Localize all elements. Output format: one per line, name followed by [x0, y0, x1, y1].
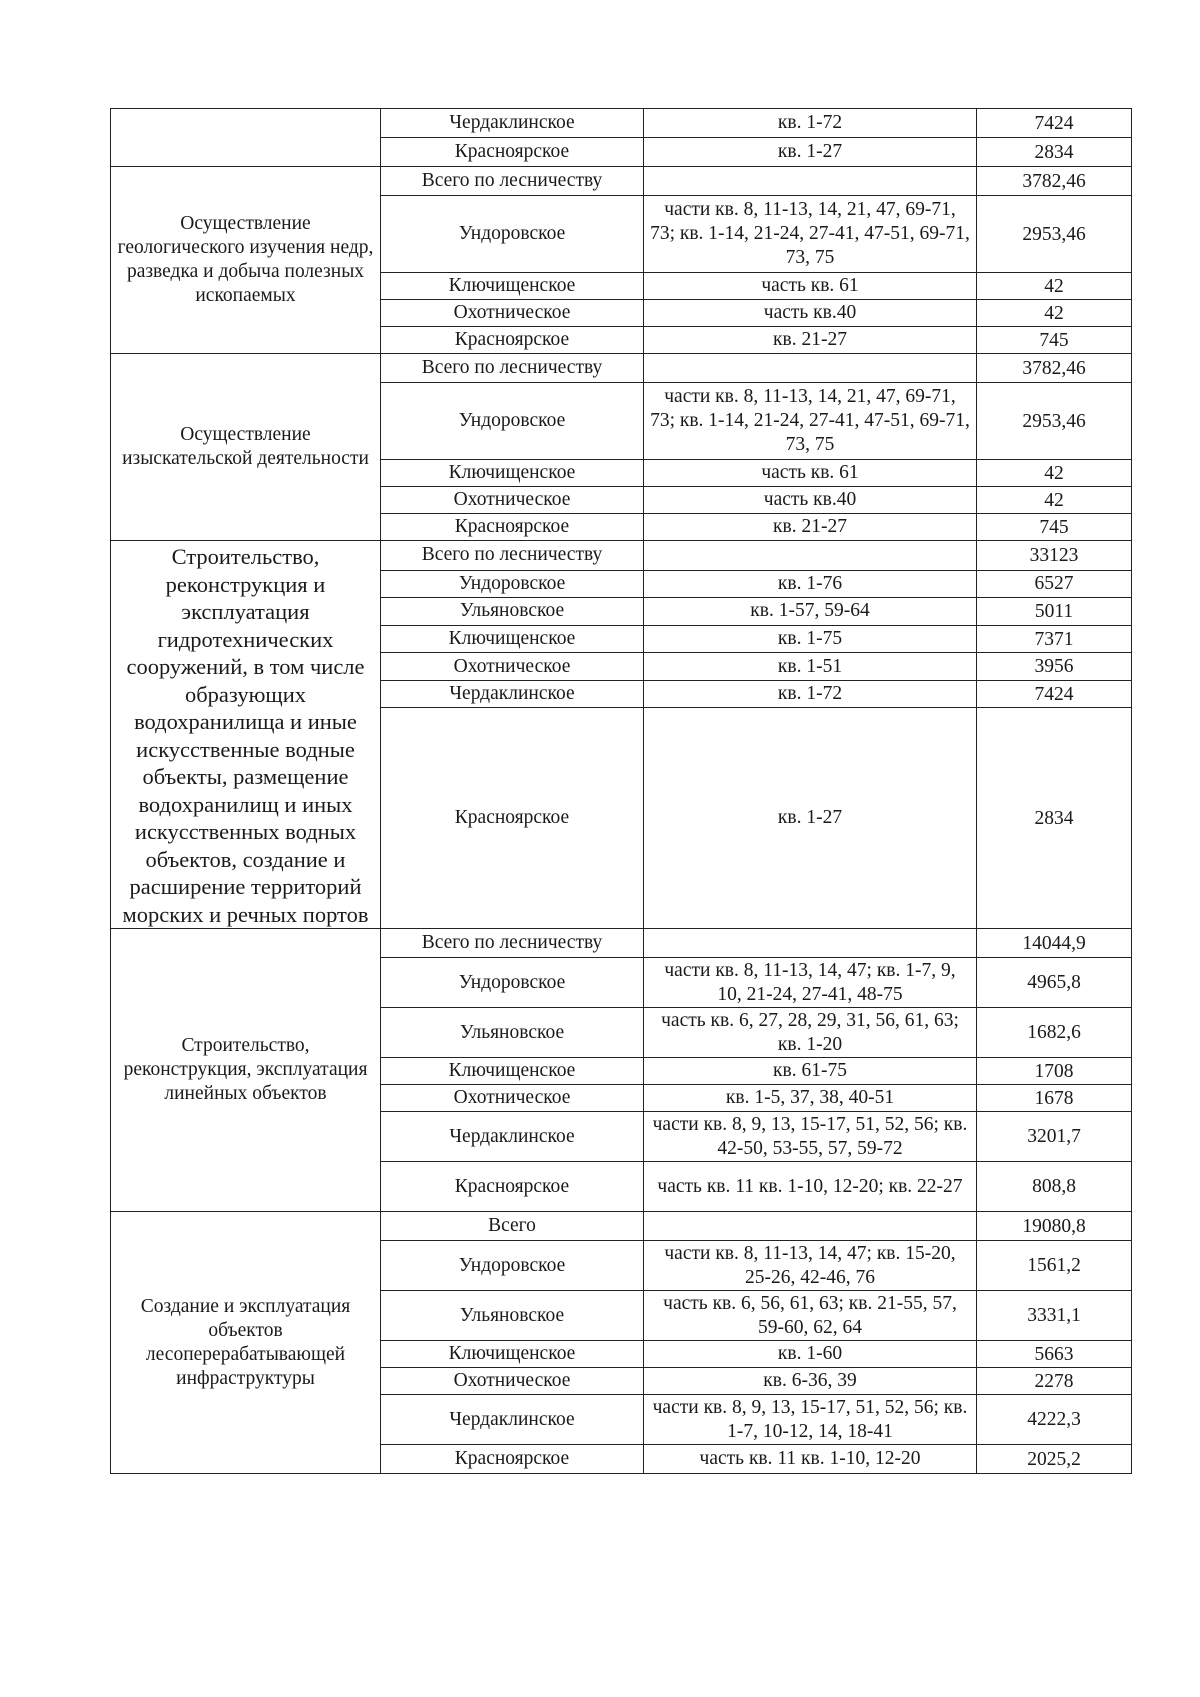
quarters-cell	[644, 541, 977, 571]
area-cell: 1561,2	[977, 1241, 1132, 1291]
table-row	[111, 109, 1132, 138]
area-cell: 2834	[977, 138, 1132, 167]
area-cell: 7424	[977, 109, 1132, 138]
quarters-cell: части кв. 8, 9, 13, 15-17, 51, 52, 56; кв. 1-7, 10-12, 14, 18-41	[644, 1395, 977, 1445]
quarters-cell: кв. 61-75	[644, 1058, 977, 1085]
forestry-cell: Красноярское	[381, 708, 644, 929]
area-cell: 19080,8	[977, 1212, 1132, 1241]
total-row	[111, 1212, 1132, 1241]
quarters-cell: кв. 1-76	[644, 570, 977, 598]
quarters-cell: кв. 1-27	[644, 138, 977, 167]
area-cell: 2278	[977, 1368, 1132, 1395]
area-cell: 42	[977, 300, 1132, 327]
forestry-cell: Красноярское	[381, 514, 644, 541]
forestry-cell: Всего по лесничеству	[381, 541, 644, 571]
area-cell: 808,8	[977, 1162, 1132, 1212]
area-cell: 2834	[977, 708, 1132, 929]
forestry-cell: Ключищенское	[381, 1058, 644, 1085]
quarters-cell: части кв. 8, 9, 13, 15-17, 51, 52, 56; кв. 42-50, 53-55, 57, 59-72	[644, 1112, 977, 1162]
forestry-cell: Всего по лесничеству	[381, 929, 644, 958]
forestry-cell: Красноярское	[381, 1162, 644, 1212]
forestry-cell: Ульяновское	[381, 598, 644, 626]
activity-cell: Строительство, реконструкция, эксплуатация линейных объектов	[111, 929, 381, 1212]
area-cell: 7371	[977, 625, 1132, 653]
total-row	[111, 354, 1132, 383]
forestry-cell: Ундоровское	[381, 383, 644, 460]
forestry-cell: Чердаклинское	[381, 1112, 644, 1162]
quarters-cell: кв. 21-27	[644, 514, 977, 541]
forestry-cell: Красноярское	[381, 327, 644, 354]
area-cell: 5011	[977, 598, 1132, 626]
forestry-cell: Ключищенское	[381, 625, 644, 653]
area-cell: 3331,1	[977, 1291, 1132, 1341]
area-cell: 42	[977, 273, 1132, 300]
quarters-cell: часть кв.40	[644, 487, 977, 514]
area-cell: 745	[977, 514, 1132, 541]
quarters-cell: кв. 1-60	[644, 1341, 977, 1368]
quarters-cell: часть кв. 11 кв. 1-10, 12-20; кв. 22-27	[644, 1162, 977, 1212]
area-cell: 745	[977, 327, 1132, 354]
activity-cell: Осуществление изыскательской деятельности	[111, 354, 381, 541]
activity-cell: Строительство, реконструкция и эксплуатация гидротехнических сооружений, в том числе образующих водохранилища и иные искусственные водные объекты, размещение водохранилищ и иных искусственных водных объектов, создание и расширение территорий морских и речных портов	[111, 541, 381, 929]
quarters-cell: часть кв.40	[644, 300, 977, 327]
quarters-cell: кв. 1-27	[644, 708, 977, 929]
total-row	[111, 167, 1132, 196]
quarters-cell	[644, 167, 977, 196]
area-cell: 3782,46	[977, 167, 1132, 196]
quarters-cell: части кв. 8, 11-13, 14, 47; кв. 15-20, 25-26, 42-46, 76	[644, 1241, 977, 1291]
area-cell: 42	[977, 487, 1132, 514]
forestry-cell: Охотническое	[381, 1085, 644, 1112]
area-cell: 2953,46	[977, 196, 1132, 273]
activity-cell: Создание и эксплуатация объектов лесоперерабатывающей инфраструктуры	[111, 1212, 381, 1474]
area-cell: 33123	[977, 541, 1132, 571]
forestry-cell: Всего по лесничеству	[381, 167, 644, 196]
forestry-cell: Красноярское	[381, 138, 644, 167]
forestry-cell: Ундоровское	[381, 958, 644, 1008]
quarters-cell	[644, 354, 977, 383]
area-cell: 7424	[977, 680, 1132, 708]
forestry-cell: Охотническое	[381, 300, 644, 327]
forestry-cell: Красноярское	[381, 1445, 644, 1474]
forestry-cell: Ундоровское	[381, 1241, 644, 1291]
forestry-cell: Чердаклинское	[381, 109, 644, 138]
quarters-cell	[644, 1212, 977, 1241]
quarters-cell: часть кв. 11 кв. 1-10, 12-20	[644, 1445, 977, 1474]
forestry-cell: Охотническое	[381, 653, 644, 681]
quarters-cell: части кв. 8, 11-13, 14, 47; кв. 1-7, 9, 10, 21-24, 27-41, 48-75	[644, 958, 977, 1008]
quarters-cell: кв. 21-27	[644, 327, 977, 354]
area-cell: 4965,8	[977, 958, 1132, 1008]
quarters-cell	[644, 929, 977, 958]
forestry-cell: Всего	[381, 1212, 644, 1241]
quarters-cell: часть кв. 61	[644, 273, 977, 300]
quarters-cell: часть кв. 6, 56, 61, 63; кв. 21-55, 57, 59-60, 62, 64	[644, 1291, 977, 1341]
area-cell: 2025,2	[977, 1445, 1132, 1474]
forestry-cell: Ульяновское	[381, 1008, 644, 1058]
quarters-cell: кв. 1-5, 37, 38, 40-51	[644, 1085, 977, 1112]
forestry-cell: Ульяновское	[381, 1291, 644, 1341]
table-body	[111, 109, 1132, 1474]
quarters-cell: кв. 1-57, 59-64	[644, 598, 977, 626]
forestry-cell: Чердаклинское	[381, 680, 644, 708]
forestry-cell: Чердаклинское	[381, 1395, 644, 1445]
area-cell: 4222,3	[977, 1395, 1132, 1445]
quarters-cell: кв. 1-75	[644, 625, 977, 653]
area-cell: 3956	[977, 653, 1132, 681]
activity-cell: Осуществление геологического изучения недр, разведка и добыча полезных ископаемых	[111, 167, 381, 354]
forestry-cell: Ундоровское	[381, 196, 644, 273]
quarters-cell: кв. 1-51	[644, 653, 977, 681]
forestry-cell: Ключищенское	[381, 273, 644, 300]
area-cell: 42	[977, 460, 1132, 487]
area-cell: 3782,46	[977, 354, 1132, 383]
forestry-cell: Ключищенское	[381, 1341, 644, 1368]
area-cell: 2953,46	[977, 383, 1132, 460]
quarters-cell: кв. 1-72	[644, 109, 977, 138]
area-cell: 3201,7	[977, 1112, 1132, 1162]
quarters-cell: часть кв. 6, 27, 28, 29, 31, 56, 61, 63; кв. 1-20	[644, 1008, 977, 1058]
forestry-cell: Ключищенское	[381, 460, 644, 487]
area-cell: 1682,6	[977, 1008, 1132, 1058]
quarters-cell: части кв. 8, 11-13, 14, 21, 47, 69-71, 73; кв. 1-14, 21-24, 27-41, 47-51, 69-71, 73, 75	[644, 383, 977, 460]
area-cell: 6527	[977, 570, 1132, 598]
area-cell: 1678	[977, 1085, 1132, 1112]
forestry-cell: Ундоровское	[381, 570, 644, 598]
activity-cell	[111, 109, 381, 167]
forestry-cell: Охотническое	[381, 487, 644, 514]
quarters-cell: часть кв. 61	[644, 460, 977, 487]
quarters-cell: части кв. 8, 11-13, 14, 21, 47, 69-71, 73; кв. 1-14, 21-24, 27-41, 47-51, 69-71, 73, 75	[644, 196, 977, 273]
area-cell: 14044,9	[977, 929, 1132, 958]
total-row	[111, 541, 1132, 571]
forestry-cell: Охотническое	[381, 1368, 644, 1395]
forestry-cell: Всего по лесничеству	[381, 354, 644, 383]
quarters-cell: кв. 6-36, 39	[644, 1368, 977, 1395]
area-cell: 5663	[977, 1341, 1132, 1368]
quarters-cell: кв. 1-72	[644, 680, 977, 708]
area-cell: 1708	[977, 1058, 1132, 1085]
total-row	[111, 929, 1132, 958]
forestry-table	[110, 108, 1132, 1474]
